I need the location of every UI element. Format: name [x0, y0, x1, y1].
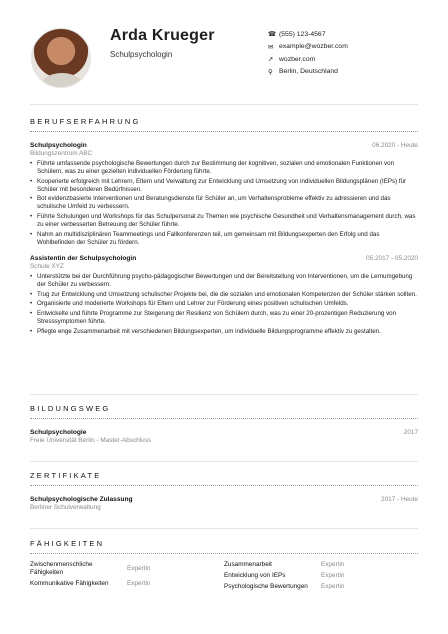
- section-title: BILDUNGSWEG: [30, 404, 111, 413]
- skills-grid: [30, 561, 418, 593]
- skill-item: [224, 572, 418, 580]
- job-entry: [30, 255, 418, 336]
- education-section: [30, 404, 418, 444]
- education-entry: [30, 429, 418, 444]
- skill-level: Expertin: [127, 565, 151, 572]
- certificate-title: Schulpsychologische Zulassung: [30, 496, 133, 503]
- job-bullets: [30, 273, 418, 336]
- bullet: • Nahm an multidisziplinären Teammeetings und Fallkonferenzen teil, um gemeinsam mit Bildungsexperten den Erfolg und das Wohlbefinden der Schüler zu fördern.: [30, 231, 418, 247]
- link-icon: ➚: [268, 56, 274, 64]
- location-icon: ⚲: [268, 68, 273, 76]
- skill-name: Psychologische Bewertungen: [224, 582, 308, 590]
- phone-text: (555) 123-4567: [279, 30, 326, 38]
- skill-level: Expertin: [321, 561, 345, 568]
- skills-column-left: [30, 561, 224, 593]
- section-title: FÄHIGKEITEN: [30, 539, 105, 548]
- bullet: • Organisierte und moderierte Workshops für Eltern und Lehrer zur Förderung eines positiven schulischen Umfelds.: [30, 300, 418, 308]
- degree-title: Schulpsychologie: [30, 429, 87, 436]
- skill-item: [30, 561, 224, 577]
- contact-website[interactable]: [268, 53, 428, 66]
- skill-item: [30, 580, 224, 588]
- certificate-entry: [30, 496, 418, 511]
- contact-phone: [268, 28, 428, 41]
- location-text: Berlin, Deutschland: [279, 68, 338, 76]
- bullet: • Unterstützte bei der Durchführung psycho-pädagogischer Bewertungen und der Bereitstellung von Interventionen, um die Lernumgebung der Schüler zu verbessern.: [30, 273, 418, 289]
- phone-icon: ☎: [268, 31, 277, 39]
- section-title: BERUFSERFAHRUNG: [30, 117, 141, 126]
- section-divider: [30, 394, 418, 395]
- bullet: • Entwickelte und führte Programme zur Steigerung der Resilienz von Schülern durch, was zu einer 20-prozentigen Reduzierung von Stresssymptomen führte.: [30, 310, 418, 326]
- job-date: 05.2017 - 05.2020: [366, 254, 418, 262]
- contact-location: [268, 66, 428, 79]
- degree-institution: Freie Universität Berlin - Master-Abschluss: [30, 437, 152, 444]
- section-rule: [30, 485, 418, 486]
- section-divider: [30, 528, 418, 529]
- bullet: • Führte umfassende psychologische Bewertungen durch zur Bestimmung der kognitiven, sozialen und emotionalen Funktionen von Schülern, was zu einer gezielten individuellen Förderung führte.: [30, 160, 418, 176]
- skill-name: Kommunikative Fähigkeiten: [30, 579, 109, 587]
- email-text[interactable]: example@wozber.com: [279, 43, 348, 51]
- skill-item: [224, 561, 418, 569]
- contact-list: [268, 28, 428, 78]
- job-entry: [30, 142, 418, 247]
- certificate-date: 2017 - Heute: [381, 496, 418, 503]
- job-date: 06.2020 - Heute: [372, 142, 418, 149]
- job-title: Schulpsychologin: [30, 142, 87, 149]
- section-title: ZERTIFIKATE: [30, 471, 102, 480]
- job-bullets: [30, 160, 418, 247]
- skill-name: Zwischenmenschliche Fähigkeiten: [30, 561, 93, 576]
- bullet: • Trug zur Entwicklung und Umsetzung schulischer Projekte bei, die die sozialen und emotionalen Kompetenzen der Schüler stärken sollten.: [30, 291, 418, 299]
- bullet: • Kooperierte erfolgreich mit Lehrern, Eltern und Verwaltung zur Entwicklung und Umsetzung von individuellen Bildungsplänen (IEPs) für Schüler mit besonderen Bedürfnissen.: [30, 178, 418, 194]
- contact-email[interactable]: [268, 41, 428, 54]
- bullet: • Bot evidenzbasierte Interventionen und Beratungsdienste für Schüler an, um Verhaltensprobleme effektiv zu adressieren und das schulische Umfeld zu verbessern.: [30, 195, 418, 211]
- certificates-section: [30, 471, 418, 511]
- section-divider: [30, 461, 418, 462]
- job-title: Assistentin der Schulpsychologin: [30, 254, 137, 262]
- skills-section: [30, 539, 418, 554]
- section-rule: [30, 553, 418, 554]
- job-company: Schule XYZ: [30, 262, 64, 270]
- degree-date: 2017: [403, 429, 418, 436]
- experience-section: [30, 117, 418, 337]
- skill-name: Zusammenarbeit: [224, 561, 272, 568]
- website-text[interactable]: wozber.com: [279, 55, 316, 63]
- profile-photo: [31, 28, 91, 88]
- bullet: • Pflegte enge Zusammenarbeit mit verschiedenen Bildungsexperten, um individuelle Bildungsprogramme effektiv zu gestalten.: [30, 328, 418, 336]
- candidate-role: Schulpsychologin: [110, 50, 173, 59]
- skill-level: Expertin: [127, 579, 151, 587]
- job-company: Bildungszentrum ABC: [30, 150, 93, 157]
- resume-header: [0, 0, 448, 104]
- certificate-issuer: Berliner Schulverwaltung: [30, 504, 101, 511]
- skill-name: Entwicklung von IEPs: [224, 571, 286, 579]
- skill-level: Expertin: [321, 571, 345, 579]
- email-icon: ✉: [268, 43, 274, 51]
- candidate-name: Arda Krueger: [110, 27, 215, 44]
- bullet: • Führte Schulungen und Workshops für das Schulpersonal zu Themen wie psychische Gesundheit und Verhaltensmanagement durch, was zu einer verbesserten Betreuung der Schüler führte.: [30, 213, 418, 229]
- section-rule: [30, 418, 418, 419]
- skills-column-right: [224, 561, 418, 593]
- skill-item: [224, 583, 418, 591]
- skill-level: Expertin: [321, 582, 345, 590]
- section-rule: [30, 131, 418, 132]
- header-divider: [30, 104, 418, 105]
